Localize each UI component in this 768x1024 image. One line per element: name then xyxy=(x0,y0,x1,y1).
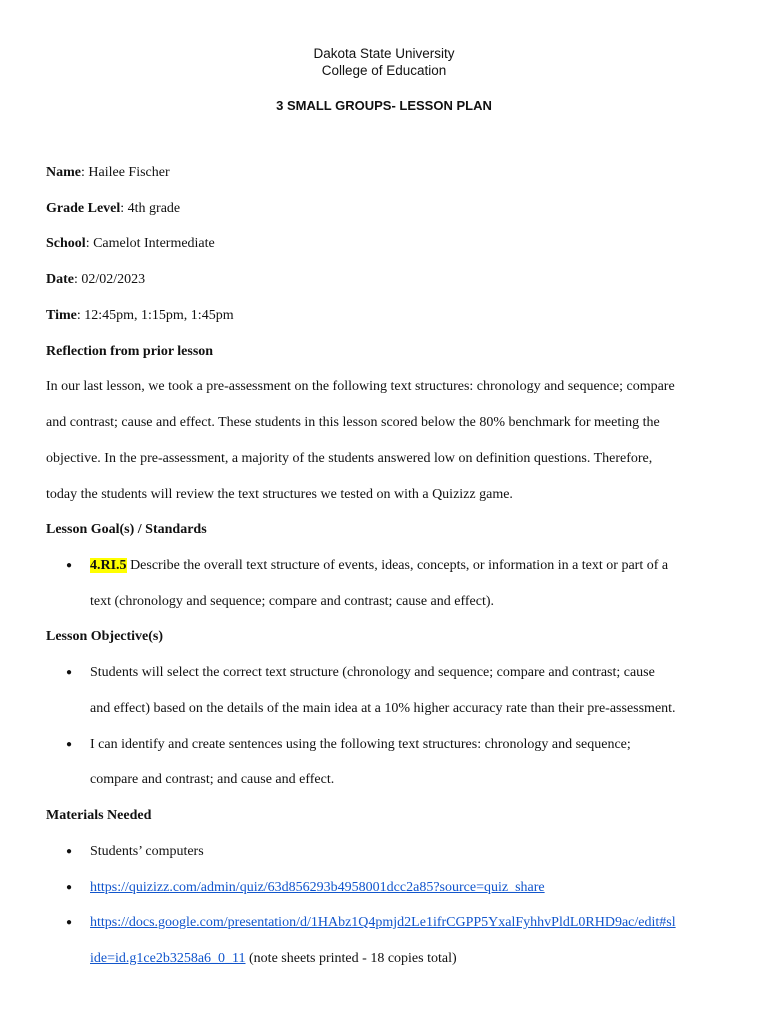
slides-link[interactable]: https://docs.google.com/presentation/d/1HAbz1Q4pmjd2Le1ifrCGPP5YxalFyhhvPldL0RHD9ac/edit#sl xyxy=(90,915,676,930)
university-name: Dakota State University xyxy=(313,46,455,61)
time-value: : 12:45pm, 1:15pm, 1:45pm xyxy=(76,308,234,323)
date-label: Date xyxy=(46,272,74,287)
reflection-line: objective. In the pre-assessment, a majority of the students answered low on definition questions. Therefore, xyxy=(46,451,653,466)
date-value: : 02/02/2023 xyxy=(74,272,146,287)
materials-link-item xyxy=(90,879,545,897)
materials-heading: Materials Needed xyxy=(46,808,152,823)
time-label: Time xyxy=(46,308,77,323)
slides-link-continued[interactable]: ide=id.g1ce2b3258a6_0_11 xyxy=(90,951,246,966)
bullet-icon: ● xyxy=(66,917,73,928)
name-field xyxy=(46,164,170,182)
college-name: College of Education xyxy=(321,63,447,78)
materials-item: Students’ computers xyxy=(90,844,204,859)
materials-link-item-continued xyxy=(90,950,457,968)
grade-level-field xyxy=(46,200,180,218)
objective-item-continued: and effect) based on the details of the main idea at a 10% higher accuracy rate than their pre-assessment. xyxy=(90,701,676,716)
goal-item xyxy=(90,557,668,575)
goals-heading: Lesson Goal(s) / Standards xyxy=(46,522,207,537)
bullet-icon: ● xyxy=(66,739,73,750)
school-field xyxy=(46,235,215,253)
standard-code: 4.RI.5 xyxy=(90,558,127,573)
reflection-line: and contrast; cause and effect. These students in this lesson scored below the 80% benchmark for meeting the xyxy=(46,415,660,430)
reflection-heading: Reflection from prior lesson xyxy=(46,344,214,359)
reflection-line: today the students will review the text structures we tested on with a Quizizz game. xyxy=(46,487,513,502)
bullet-icon: ● xyxy=(66,667,73,678)
bullet-icon: ● xyxy=(66,882,73,893)
bullet-icon: ● xyxy=(66,560,73,571)
materials-note: (note sheets printed - 18 copies total) xyxy=(245,951,457,966)
school-value: : Camelot Intermediate xyxy=(85,236,215,251)
goal-text: Describe the overall text structure of events, ideas, concepts, or information in a text or part of a xyxy=(126,558,669,573)
materials-link-item xyxy=(90,914,676,932)
bullet-icon: ● xyxy=(66,846,73,857)
document-title: 3 SMALL GROUPS- LESSON PLAN xyxy=(276,98,492,113)
grade-level-label: Grade Level xyxy=(46,201,121,216)
reflection-line: In our last lesson, we took a pre-assessment on the following text structures: chronology and sequence; compare xyxy=(46,379,675,394)
quizizz-link[interactable]: https://quizizz.com/admin/quiz/63d856293b4958001dcc2a85?source=quiz_share xyxy=(90,880,545,895)
goal-text-continued: text (chronology and sequence; compare and contrast; cause and effect). xyxy=(90,594,495,609)
date-field xyxy=(46,271,145,289)
name-label: Name xyxy=(46,165,81,180)
name-value: : Hailee Fischer xyxy=(81,165,170,180)
objective-item-continued: compare and contrast; and cause and effect. xyxy=(90,772,335,787)
time-field xyxy=(46,307,234,325)
grade-level-value: : 4th grade xyxy=(120,201,181,216)
objectives-heading: Lesson Objective(s) xyxy=(46,629,164,644)
school-label: School xyxy=(46,236,86,251)
objective-item: I can identify and create sentences using the following text structures: chronology and sequence; xyxy=(90,737,631,752)
objective-item: Students will select the correct text structure (chronology and sequence; compare and contrast; cause xyxy=(90,665,655,680)
